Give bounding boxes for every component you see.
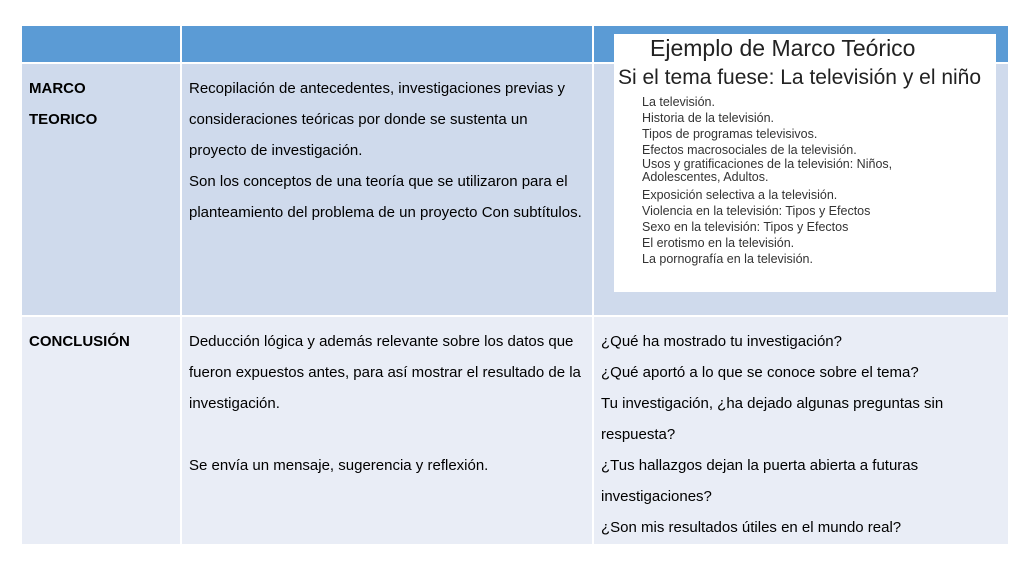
example-topic-item: Sexo en la televisión: Tipos y Efectos	[642, 220, 849, 234]
row-label-cell	[21, 316, 181, 545]
header-cell-2	[181, 25, 593, 63]
row-description-cell	[181, 63, 593, 316]
row-description-cell	[181, 316, 593, 545]
header-cell-1	[21, 25, 181, 63]
question-item: ¿Son mis resultados útiles en el mundo real?	[601, 519, 902, 536]
row-label-cell	[21, 63, 181, 316]
question-item: Tu investigación, ¿ha dejado algunas preguntas sin respuesta?	[601, 395, 944, 443]
example-topic-item: Historia de la televisión.	[642, 111, 775, 125]
table-row-conclusion	[21, 316, 1009, 545]
row-label-line-1: MARCO	[29, 80, 86, 97]
example-image-panel	[614, 34, 996, 292]
row-label-line-2: TEORICO	[29, 111, 98, 128]
description-paragraph-2: Se envía un mensaje, sugerencia y reflexión.	[189, 457, 489, 474]
description-paragraph-2: Son los conceptos de una teoría que se utilizaron para el planteamiento del problema de un proyecto Con subtítulos.	[189, 173, 582, 221]
example-topic-item: Efectos macrosociales de la televisión.	[642, 143, 857, 157]
example-topic-item: Exposición selectiva a la televisión.	[642, 188, 838, 202]
row-questions-cell	[593, 316, 1009, 545]
question-item: ¿Qué ha mostrado tu investigación?	[601, 333, 842, 350]
description-paragraph-1: Recopilación de antecedentes, investigaciones previas y consideraciones teóricas por donde se sustenta un proyecto de investigación.	[189, 80, 566, 159]
example-topic-item: Tipos de programas televisivos.	[642, 127, 818, 141]
example-topic-item: La pornografía en la televisión.	[642, 252, 813, 266]
row-label-line-1: CONCLUSIÓN	[29, 333, 130, 350]
example-topic-item: La televisión.	[642, 95, 715, 109]
example-topic-item: Violencia en la televisión: Tipos y Efectos	[642, 204, 871, 218]
description-paragraph-1: Deducción lógica y además relevante sobre los datos que fueron expuestos antes, para así mostrar el resultado de la investigación.	[189, 333, 581, 412]
example-topic-list	[642, 94, 942, 267]
example-topic-item: El erotismo en la televisión.	[642, 236, 795, 250]
example-topic-item: Usos y gratificaciones de la televisión: Niños, Adolescentes, Adultos.	[642, 157, 893, 184]
paragraph-spacer	[189, 419, 585, 450]
question-item: ¿Tus hallazgos dejan la puerta abierta a futuras investigaciones?	[601, 457, 919, 505]
example-subtitle: Si el tema fuese: La televisión y el niño	[618, 66, 982, 89]
question-item: ¿Qué aportó a lo que se conoce sobre el tema?	[601, 364, 919, 381]
example-title: Ejemplo de Marco Teórico	[650, 35, 916, 61]
